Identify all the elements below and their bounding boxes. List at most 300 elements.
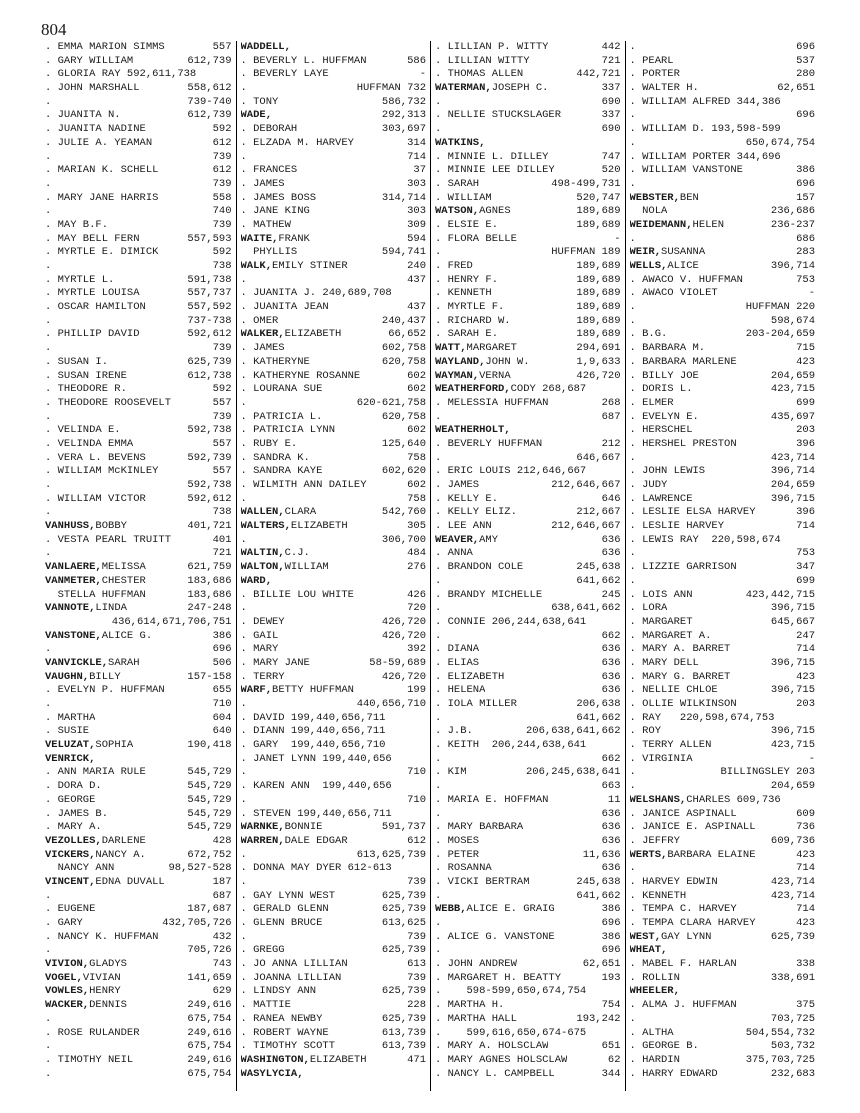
entry-pages: 636	[601, 656, 621, 669]
entry-pages: 743	[212, 958, 232, 971]
entry-given-name: . LESLIE ELSA HARVEY	[629, 506, 756, 519]
entry-name	[45, 903, 95, 917]
entry-name	[630, 944, 668, 958]
entry-name	[630, 342, 706, 356]
entry-given-name: . MARIA E. HOFFMAN	[435, 793, 549, 806]
entry-pages: 592,738	[187, 424, 232, 437]
index-entry	[630, 1068, 816, 1082]
entry-pages: 640	[212, 725, 232, 738]
entry-given-name: SUSANNA	[661, 246, 706, 259]
entry-name	[241, 972, 342, 986]
entry-surname: WEBSTER,	[629, 191, 680, 204]
entry-pages: 662	[601, 629, 621, 642]
entry-pages: 672,752	[187, 848, 232, 861]
index-entry	[630, 287, 816, 301]
index-entry	[241, 739, 427, 753]
index-entry	[435, 82, 621, 96]
entry-pages: 520,747	[576, 191, 621, 204]
entry-name	[435, 137, 485, 151]
index-entry	[630, 328, 816, 342]
index-entry	[435, 890, 621, 904]
entry-given-name: .	[240, 848, 247, 861]
entry-given-name: . BEVERLY LAYE	[240, 68, 329, 81]
entry-given-name: . FLORA BELLE	[435, 232, 517, 245]
index-entry	[435, 55, 621, 69]
index-entry	[630, 383, 816, 397]
index-entry	[45, 55, 232, 69]
entry-name	[630, 370, 699, 384]
entry-name	[630, 356, 737, 370]
entry-given-name: . SUSAN IRENE	[45, 369, 127, 382]
entry-pages: 710	[407, 766, 426, 779]
entry-pages: 545,729	[187, 793, 232, 806]
entry-pages: HUFFMAN 732	[356, 82, 426, 95]
entry-pages: 739	[212, 177, 232, 190]
entry-name	[241, 1040, 336, 1054]
entry-given-name: . GLORIA RAY 592,611,738	[45, 68, 197, 81]
entry-given-name: MELISSA	[101, 561, 146, 574]
entry-name	[435, 82, 548, 96]
index-entry	[435, 164, 621, 178]
entry-pages: 187,687	[187, 903, 232, 916]
entry-pages: 426	[407, 588, 426, 601]
entry-name	[435, 411, 441, 425]
entry-name	[435, 301, 504, 315]
entry-given-name: . MARGARET	[629, 615, 693, 628]
entry-given-name: . HARDIN	[629, 1053, 680, 1066]
entry-pages: 675,754	[187, 1012, 232, 1025]
entry-given-name: .	[45, 698, 52, 710]
entry-given-name: . KIM	[435, 766, 467, 779]
index-entry	[45, 835, 232, 849]
entry-name	[45, 534, 171, 548]
index-entry	[241, 835, 427, 849]
entry-pages: 646,667	[576, 451, 621, 464]
entry-name	[241, 999, 291, 1013]
entry-name	[435, 547, 473, 561]
entry-pages: 613,739	[381, 1040, 426, 1053]
index-entry	[241, 985, 427, 999]
entry-pages: 754	[601, 999, 621, 1012]
entry-pages: 309	[407, 218, 426, 231]
entry-name	[45, 342, 51, 356]
entry-pages: 609	[796, 807, 815, 820]
entry-pages: 613,625,739	[356, 848, 426, 861]
index-entry	[435, 260, 621, 274]
index-entry	[630, 944, 816, 958]
entry-pages: 636	[601, 862, 621, 875]
entry-name	[630, 931, 712, 945]
entry-name	[630, 698, 737, 712]
entry-surname: WATKINS,	[435, 136, 486, 149]
entry-name	[45, 383, 127, 397]
entry-given-name: . JOHN ANDREW	[435, 958, 517, 971]
entry-surname: VEZOLLES,	[45, 834, 102, 847]
entry-name	[45, 520, 127, 534]
entry-pages: BILLINGSLEY 203	[720, 766, 815, 779]
entry-name	[630, 835, 680, 849]
entry-pages: 629	[212, 985, 232, 998]
index-entry	[45, 890, 232, 904]
entry-given-name: .	[435, 629, 442, 642]
entry-given-name: WILLIAM	[284, 561, 329, 574]
index-entry	[630, 835, 816, 849]
entry-pages: 190,418	[187, 739, 232, 752]
entry-name	[45, 137, 152, 151]
index-entry	[45, 917, 232, 931]
entry-name	[435, 794, 548, 808]
entry-given-name: .	[435, 807, 442, 820]
entry-pages: 506	[212, 656, 232, 669]
entry-given-name: . SANDRA K.	[240, 451, 310, 464]
index-entry	[241, 589, 427, 603]
index-entry	[630, 753, 816, 767]
entry-name	[435, 68, 523, 82]
entry-given-name: .	[435, 95, 442, 108]
entry-name	[45, 82, 140, 96]
entry-name	[241, 575, 273, 589]
index-entry	[45, 506, 232, 520]
entry-pages: 696	[212, 643, 232, 656]
entry-given-name: . WALTER H.	[629, 82, 699, 95]
entry-given-name: EMILY STINER	[272, 260, 348, 272]
entry-pages: 423,714	[770, 451, 815, 464]
index-entry	[630, 1040, 816, 1054]
entry-given-name: . ELSIE E.	[435, 218, 499, 231]
index-entry	[241, 643, 427, 657]
entry-name	[435, 862, 492, 876]
index-column-2	[236, 41, 431, 1091]
entry-given-name: . RICHARD W.	[435, 314, 511, 327]
entry-given-name: SARAH	[108, 656, 140, 669]
entry-given-name: . HELENA	[435, 684, 486, 697]
entry-name	[630, 985, 680, 999]
entry-pages: 504,554,732	[745, 1026, 815, 1039]
entry-given-name: . ERIC LOUIS 212,646,667	[435, 465, 587, 478]
index-entry	[241, 602, 427, 616]
entry-name	[435, 589, 542, 603]
entry-given-name: .	[435, 752, 442, 765]
index-entry	[241, 561, 427, 575]
entry-pages: 396,715	[770, 725, 815, 738]
entry-name	[45, 192, 158, 206]
entry-name	[435, 151, 548, 165]
entry-name	[435, 725, 473, 739]
entry-pages: 738	[212, 506, 232, 519]
entry-name	[435, 931, 555, 945]
entry-name	[435, 1013, 517, 1027]
index-entry	[630, 1054, 816, 1068]
index-entry	[241, 876, 427, 890]
entry-given-name: CODY 268,687	[510, 383, 587, 396]
index-entry	[630, 876, 816, 890]
index-entry	[630, 479, 816, 493]
entry-given-name: . JUDY	[629, 479, 668, 491]
entry-given-name: VERNA	[479, 369, 511, 382]
entry-given-name: .	[240, 602, 247, 615]
entry-name	[45, 753, 95, 767]
index-entry	[435, 657, 621, 671]
entry-surname: VICKERS,	[45, 848, 96, 861]
index-entry	[435, 438, 621, 452]
index-entry	[45, 849, 232, 863]
entry-given-name: BEN	[679, 191, 699, 204]
index-column-3	[430, 41, 625, 1091]
entry-name	[435, 164, 555, 178]
entry-pages: 62,651	[582, 958, 621, 971]
entry-pages: 641,662	[576, 574, 621, 587]
entry-name	[435, 328, 498, 342]
entry-name	[435, 684, 485, 698]
entry-name	[435, 287, 492, 301]
entry-pages: 625,739	[381, 889, 426, 902]
index-entry	[45, 547, 232, 561]
entry-given-name: . MAY BELL FERN	[45, 232, 140, 245]
entry-pages: 710	[212, 698, 232, 710]
entry-given-name: .	[435, 246, 442, 259]
index-entry	[435, 671, 621, 685]
index-entry	[45, 657, 232, 671]
entry-name	[45, 917, 83, 931]
entry-pages: 602,620	[381, 465, 426, 478]
entry-pages: 189,689	[576, 273, 621, 286]
index-entry	[241, 725, 427, 739]
entry-name	[45, 931, 158, 945]
entry-given-name: PHYLLIS	[240, 246, 298, 259]
index-entry	[630, 739, 816, 753]
entry-name	[241, 397, 247, 411]
entry-given-name: .	[629, 301, 636, 314]
index-entry	[630, 315, 816, 329]
entry-name	[45, 41, 165, 55]
entry-pages: 696	[601, 917, 621, 929]
index-entry	[435, 137, 621, 151]
entry-name	[630, 712, 775, 726]
index-entry	[241, 137, 427, 151]
entry-given-name: . OSCAR HAMILTON	[45, 301, 146, 314]
entry-name	[241, 123, 298, 137]
index-entry	[435, 192, 621, 206]
index-entry	[630, 424, 816, 438]
entry-pages: 636	[601, 533, 621, 546]
entry-given-name: . ROY	[629, 725, 662, 738]
index-entry	[45, 794, 232, 808]
index-entry	[45, 698, 232, 712]
entry-given-name: . SARAH	[435, 177, 480, 190]
entry-pages: 690	[601, 95, 621, 108]
entry-given-name: . MARY DELL	[629, 656, 699, 669]
entry-given-name: . PETER	[435, 848, 480, 861]
index-entry	[241, 684, 427, 698]
entry-given-name: . WILLIAM D. 193,598-599	[629, 123, 781, 136]
index-entry	[241, 301, 427, 315]
entry-given-name: . PATRICIA LYNN	[240, 424, 336, 437]
entry-surname: WATERMAN,	[435, 82, 492, 95]
entry-pages: 212,646,667	[551, 479, 621, 491]
entry-pages: 125,640	[381, 437, 426, 450]
entry-given-name: . KATHERYNE ROSANNE	[240, 369, 361, 382]
entry-pages: 396,714	[770, 260, 815, 272]
entry-pages: 11	[607, 793, 621, 806]
entry-given-name: . GLENN BRUCE	[240, 917, 323, 929]
entry-pages: HUFFMAN 220	[745, 301, 815, 314]
entry-pages: 212,667	[576, 506, 621, 519]
index-entry	[630, 1027, 816, 1041]
entry-given-name: . AWACO V. HUFFMAN	[629, 273, 743, 286]
entry-given-name: .	[435, 889, 442, 902]
index-entry	[241, 109, 427, 123]
index-entry	[45, 944, 232, 958]
entry-given-name: .	[629, 574, 636, 587]
entry-given-name: . VELINDA EMMA	[45, 437, 134, 450]
entry-given-name: .	[240, 273, 247, 286]
index-entry	[241, 274, 427, 288]
entry-pages: 758	[407, 451, 426, 464]
index-entry	[241, 616, 427, 630]
index-entry	[45, 1013, 232, 1027]
entry-given-name: . WILMITH ANN DAILEY	[240, 479, 367, 491]
entry-pages: 675,754	[187, 1040, 232, 1053]
entry-pages: 206,245,638,641	[525, 766, 621, 779]
entry-name	[630, 616, 693, 630]
entry-given-name: . MARY	[240, 643, 279, 656]
entry-pages: 423,714	[770, 875, 815, 888]
entry-given-name: .	[240, 533, 247, 546]
entry-pages: 212	[601, 437, 621, 450]
entry-pages: HUFFMAN 189	[551, 246, 621, 259]
entry-given-name: . ELZADA M. HARVEY	[240, 136, 354, 149]
index-entry	[435, 68, 621, 82]
entry-pages: 714	[796, 643, 815, 656]
entry-given-name: . GARY WILLIAM	[45, 54, 134, 67]
entry-pages: 612	[212, 164, 232, 177]
entry-name	[241, 671, 285, 685]
entry-name	[435, 383, 586, 397]
entry-name	[630, 137, 636, 151]
index-entry	[45, 712, 232, 726]
entry-pages: 392	[407, 643, 426, 656]
entry-pages: 650,674,754	[745, 136, 815, 149]
entry-pages: 696	[796, 177, 815, 190]
index-entry	[630, 849, 816, 863]
entry-given-name: . WILLIAM VICTOR	[45, 492, 146, 505]
entry-given-name: . VELINDA E.	[45, 424, 121, 437]
entry-name	[241, 342, 285, 356]
entry-surname: VELUZAT,	[45, 739, 96, 752]
index-entry	[241, 233, 427, 247]
index-entry	[241, 178, 427, 192]
index-entry	[241, 534, 427, 548]
index-entry	[241, 260, 427, 274]
index-entry	[630, 411, 816, 425]
entry-pages: 720	[407, 602, 426, 615]
entry-pages: 157-158	[187, 670, 232, 683]
entry-pages: 696	[796, 109, 815, 122]
entry-pages: 537	[796, 54, 815, 67]
entry-pages: 426,720	[381, 670, 426, 683]
entry-name	[45, 246, 158, 260]
entry-given-name: . LAWRENCE	[629, 492, 693, 505]
entry-given-name: . WILLIAM PORTER 344,696	[629, 150, 781, 163]
index-entry	[435, 766, 621, 780]
index-entry	[241, 370, 427, 384]
entry-name	[435, 41, 548, 55]
entry-pages: 641,662	[576, 711, 621, 724]
entry-pages: 602	[407, 383, 426, 396]
index-entry	[241, 821, 427, 835]
entry-given-name: . MAY B.F.	[45, 218, 109, 231]
entry-name	[435, 424, 511, 438]
entry-given-name: . LIZZIE GARRISON	[629, 561, 737, 574]
entry-surname: VANNOTE,	[45, 602, 96, 615]
entry-pages: 203	[796, 698, 815, 710]
entry-given-name: BARBARA ELAINE	[667, 848, 756, 861]
entry-given-name: . GARY 199,440,656,710	[240, 739, 386, 752]
index-entry	[630, 452, 816, 466]
entry-name	[630, 178, 636, 192]
entry-name	[630, 493, 693, 507]
index-entry	[45, 575, 232, 589]
entry-given-name: STELLA HUFFMAN	[45, 588, 146, 601]
entry-given-name: . ANN MARIA RULE	[45, 766, 146, 779]
entry-pages: 592,612	[187, 328, 232, 341]
entry-given-name: JOHN W.	[485, 355, 530, 368]
entry-name	[435, 958, 517, 972]
entry-name	[241, 534, 247, 548]
index-column-1	[41, 41, 236, 1091]
entry-given-name: . OLLIE WILKINSON	[629, 698, 737, 710]
entry-given-name: NANCY ANN	[45, 862, 115, 875]
entry-given-name: . KENNETH	[629, 889, 687, 902]
entry-given-name: . ALICE G. VANSTONE	[435, 930, 555, 943]
index-entry	[45, 397, 232, 411]
entry-given-name: . GERALD GLENN	[240, 903, 329, 916]
entry-pages: 545,729	[187, 821, 232, 834]
entry-pages: 423	[796, 917, 815, 929]
entry-given-name: DALE EDGAR	[284, 834, 348, 847]
entry-given-name: .	[240, 930, 247, 943]
entry-name	[435, 260, 473, 274]
entry-pages: 401,721	[187, 520, 232, 533]
entry-pages: 245,638	[576, 561, 621, 574]
entry-name	[435, 602, 441, 616]
entry-surname: VANHUSS,	[45, 520, 96, 533]
index-entry	[435, 753, 621, 767]
index-entry	[45, 766, 232, 780]
index-entry	[630, 547, 816, 561]
entry-name	[241, 109, 273, 123]
entry-name	[435, 493, 498, 507]
entry-surname: WHEELER,	[629, 985, 680, 998]
entry-name	[630, 233, 636, 247]
index-entry	[241, 931, 427, 945]
index-entry	[435, 616, 621, 630]
index-entry	[630, 506, 816, 520]
index-entry	[435, 424, 621, 438]
index-entry	[241, 123, 427, 137]
entry-name	[630, 890, 687, 904]
entry-given-name: CHARLES 609,736	[686, 793, 781, 806]
index-entry	[630, 890, 816, 904]
entry-pages: 703,725	[770, 1012, 815, 1025]
entry-given-name: BILLY	[89, 670, 121, 683]
index-entry	[435, 96, 621, 110]
entry-given-name: .	[240, 766, 247, 779]
index-entry	[241, 287, 427, 301]
entry-name	[45, 164, 158, 178]
entry-pages: 437	[407, 301, 426, 314]
entry-pages: 557	[212, 465, 232, 478]
